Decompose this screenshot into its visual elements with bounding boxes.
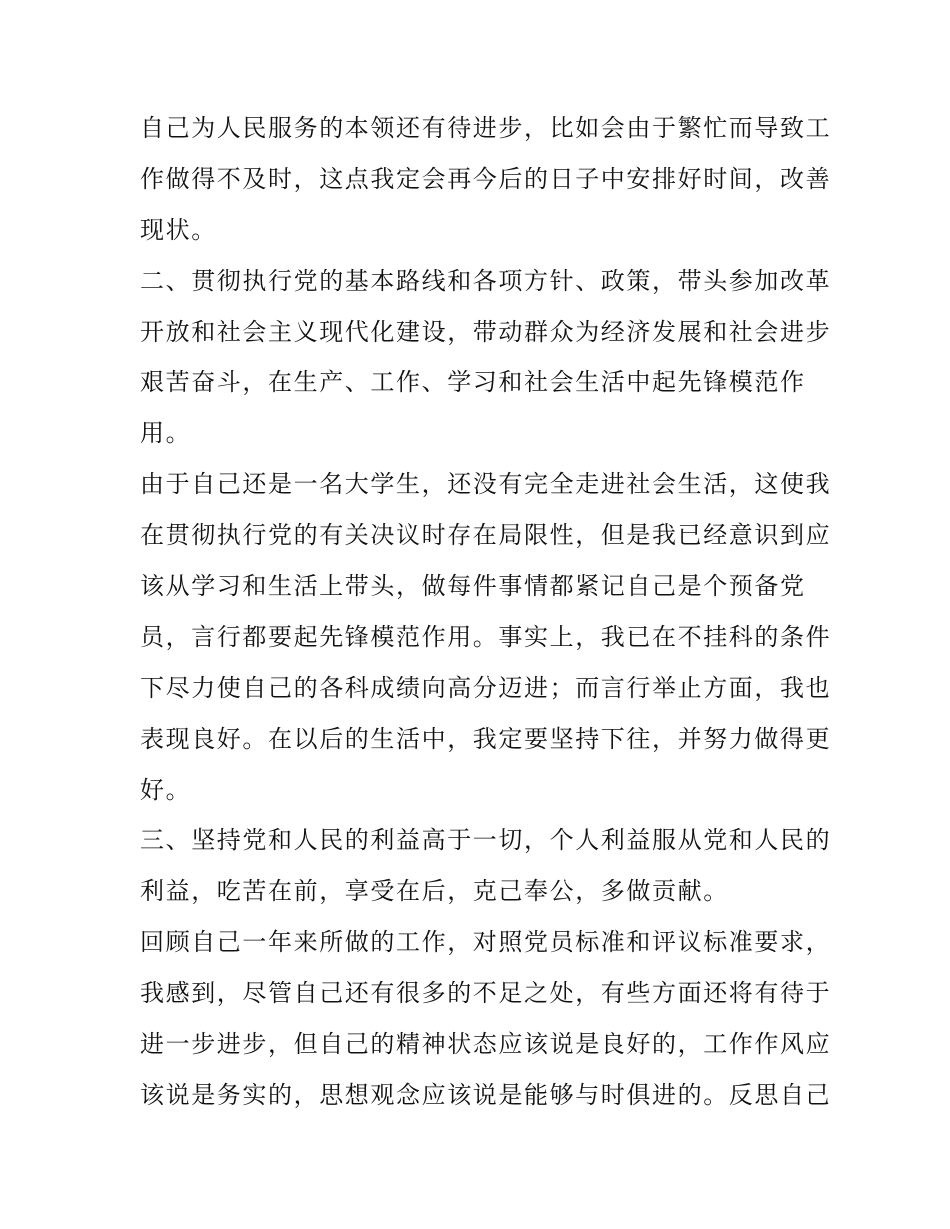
text-line: 现状。 <box>140 215 217 244</box>
text-line: 该说是务实的，思想观念应该说是能够与时俱进的。反思自己 <box>140 1080 832 1109</box>
text-line: 下尽力使自己的各科成绩向高分迈进；而言行举止方面，我也 <box>140 673 832 702</box>
document-body <box>140 103 832 1121</box>
text-line: 我感到，尽管自己还有很多的不足之处，有些方面还将有待于 <box>140 979 832 1008</box>
text-line: 表现良好。在以后的生活中，我定要坚持下往，并努力做得更 <box>140 724 832 753</box>
text-line: 艰苦奋斗，在生产、工作、学习和社会生活中起先锋模范作 <box>140 368 806 397</box>
text-line: 开放和社会主义现代化建设，带动群众为经济发展和社会进步 <box>140 317 832 346</box>
text-line: 作做得不及时，这点我定会再今后的日子中安排好时间，改善 <box>140 164 832 193</box>
text-line: 二、贯彻执行党的基本路线和各项方针、政策，带头参加改革 <box>140 266 832 295</box>
text-line: 进一步进步，但自己的精神状态应该说是良好的，工作作风应 <box>140 1030 832 1059</box>
text-line: 用。 <box>140 419 192 448</box>
text-line: 利益，吃苦在前，享受在后，克己奉公，多做贡献。 <box>140 877 729 906</box>
text-line: 回顾自己一年来所做的工作，对照党员标准和评议标准要求， <box>140 928 832 957</box>
text-line: 员，言行都要起先锋模范作用。事实上，我已在不挂科的条件 <box>140 622 832 651</box>
text-line: 在贯彻执行党的有关决议时存在局限性，但是我已经意识到应 <box>140 521 832 550</box>
text-line: 三、坚持党和人民的利益高于一切，个人利益服从党和人民的 <box>140 826 832 855</box>
text-line: 该从学习和生活上带头，做每件事情都紧记自己是个预备党 <box>140 572 806 601</box>
text-line: 自己为人民服务的本领还有待进步，比如会由于繁忙而导致工 <box>140 114 832 142</box>
text-line: 由于自己还是一名大学生，还没有完全走进社会生活，这使我 <box>140 470 832 499</box>
text-line: 好。 <box>140 775 192 804</box>
